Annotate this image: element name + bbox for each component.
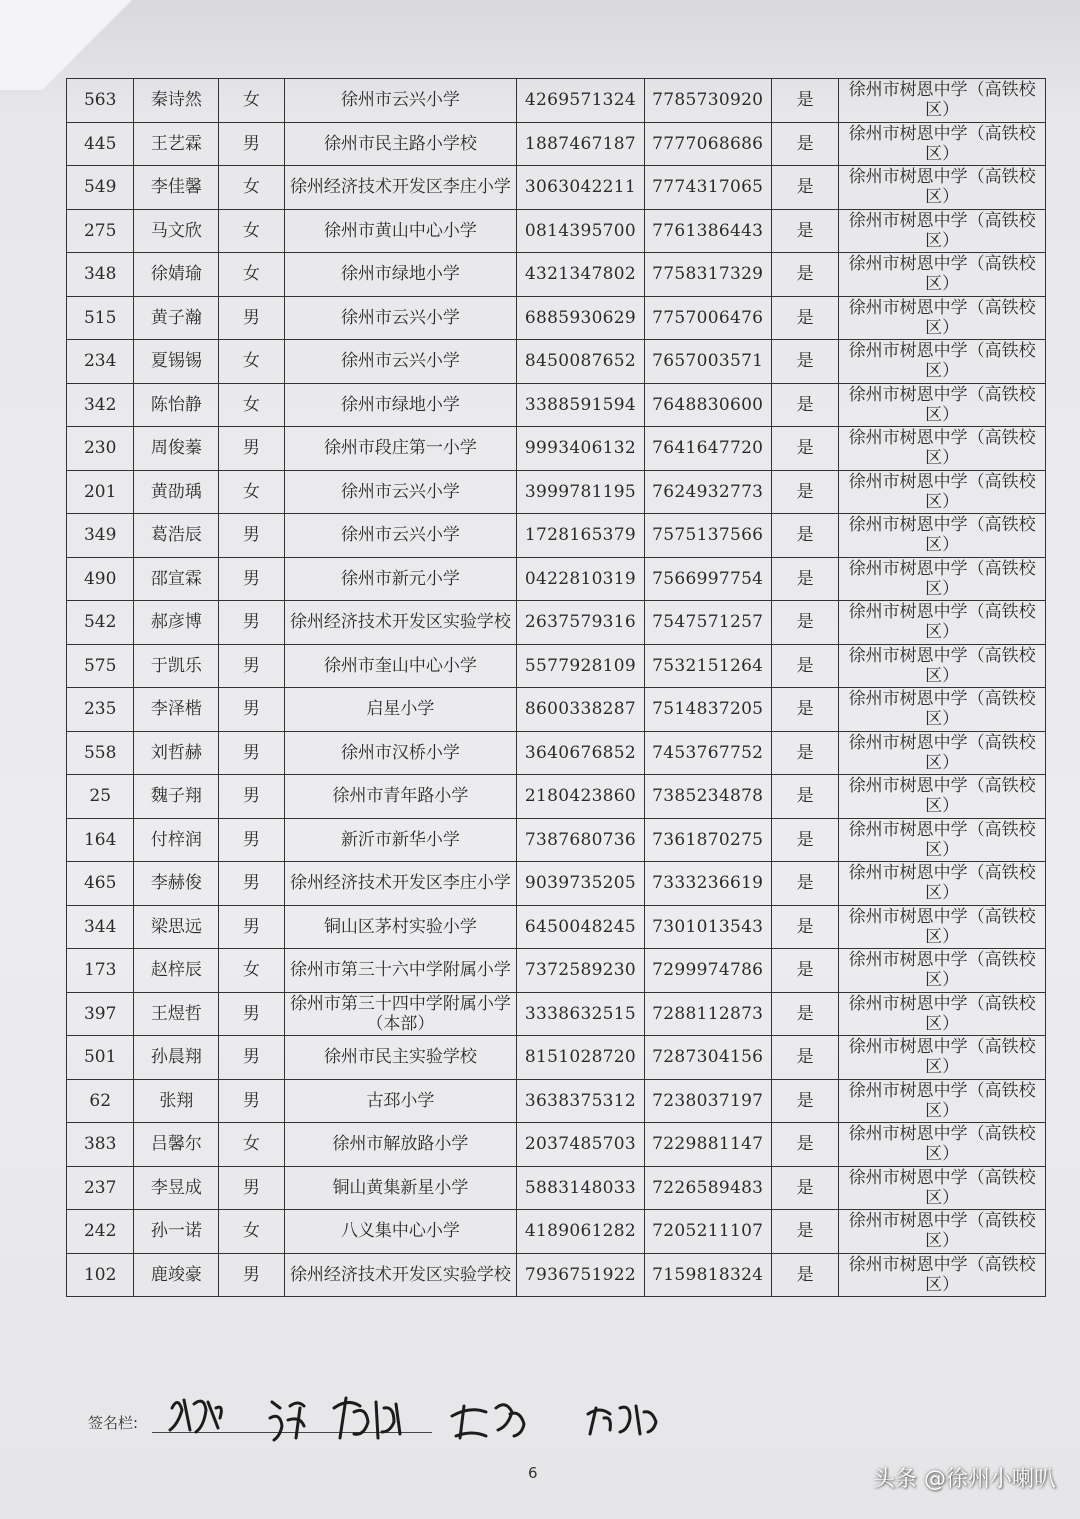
gender-cell: 男 — [219, 1166, 284, 1210]
primary-school-cell: 徐州经济技术开发区实验学校 — [284, 1253, 517, 1297]
id-number-cell: 2037485703 — [517, 1123, 644, 1167]
student-name-cell: 刘哲赫 — [134, 731, 219, 775]
primary-school-cell: 徐州市黄山中心小学 — [284, 209, 517, 253]
assigned-school-cell: 徐州市树恩中学（高铁校区） — [839, 818, 1046, 862]
row-id-cell: 62 — [67, 1079, 134, 1123]
admitted-cell: 是 — [771, 731, 838, 775]
admitted-cell: 是 — [771, 1036, 838, 1080]
student-name-cell: 李泽楷 — [134, 688, 219, 732]
primary-school-cell: 铜山黄集新星小学 — [284, 1166, 517, 1210]
primary-school-cell: 徐州市民主路小学校 — [284, 122, 517, 166]
gender-cell: 男 — [219, 427, 284, 471]
signature-2 — [270, 1402, 304, 1440]
primary-school-cell: 徐州市云兴小学 — [284, 470, 517, 514]
student-name-cell: 赵梓辰 — [134, 949, 219, 993]
admitted-cell: 是 — [771, 688, 838, 732]
row-id-cell: 173 — [67, 949, 134, 993]
row-id-cell: 348 — [67, 253, 134, 297]
row-id-cell: 275 — [67, 209, 134, 253]
primary-school-cell: 启星小学 — [284, 688, 517, 732]
signature-3 — [334, 1398, 400, 1438]
assigned-school-cell: 徐州市树恩中学（高铁校区） — [839, 775, 1046, 819]
student-name-cell: 李佳馨 — [134, 166, 219, 210]
student-name-cell: 李昱成 — [134, 1166, 219, 1210]
score-cell: 7287304156 — [644, 1036, 771, 1080]
id-number-cell: 3063042211 — [517, 166, 644, 210]
primary-school-cell: 徐州市段庄第一小学 — [284, 427, 517, 471]
gender-cell: 女 — [219, 340, 284, 384]
student-name-cell: 周俊蓁 — [134, 427, 219, 471]
row-id-cell: 344 — [67, 905, 134, 949]
score-cell: 7761386443 — [644, 209, 771, 253]
table-row — [67, 1253, 1046, 1297]
row-id-cell: 230 — [67, 427, 134, 471]
student-name-cell: 马文欣 — [134, 209, 219, 253]
signature-label: 签名栏: — [88, 1414, 139, 1432]
gender-cell: 男 — [219, 905, 284, 949]
row-id-cell: 549 — [67, 166, 134, 210]
table-row — [67, 253, 1046, 297]
id-number-cell: 3388591594 — [517, 383, 644, 427]
gender-cell: 男 — [219, 514, 284, 558]
primary-school-cell: 徐州市民主实验学校 — [284, 1036, 517, 1080]
row-id-cell: 342 — [67, 383, 134, 427]
gender-cell: 男 — [219, 1036, 284, 1080]
score-cell: 7757006476 — [644, 296, 771, 340]
assigned-school-cell: 徐州市树恩中学（高铁校区） — [839, 1079, 1046, 1123]
admitted-cell: 是 — [771, 992, 838, 1036]
admitted-cell: 是 — [771, 644, 838, 688]
student-name-cell: 邵宣霖 — [134, 557, 219, 601]
row-id-cell: 563 — [67, 79, 134, 123]
row-id-cell: 349 — [67, 514, 134, 558]
id-number-cell: 0814395700 — [517, 209, 644, 253]
assigned-school-cell: 徐州市树恩中学（高铁校区） — [839, 688, 1046, 732]
gender-cell: 女 — [219, 79, 284, 123]
student-name-cell: 魏子翔 — [134, 775, 219, 819]
gender-cell: 男 — [219, 296, 284, 340]
table-row — [67, 905, 1046, 949]
assigned-school-cell: 徐州市树恩中学（高铁校区） — [839, 340, 1046, 384]
gender-cell: 男 — [219, 862, 284, 906]
table-row — [67, 688, 1046, 732]
gender-cell: 女 — [219, 166, 284, 210]
id-number-cell: 9039735205 — [517, 862, 644, 906]
table-row — [67, 818, 1046, 862]
score-cell: 7514837205 — [644, 688, 771, 732]
admitted-cell: 是 — [771, 1123, 838, 1167]
assigned-school-cell: 徐州市树恩中学（高铁校区） — [839, 166, 1046, 210]
student-name-cell: 陈怡静 — [134, 383, 219, 427]
table-row — [67, 1166, 1046, 1210]
admitted-cell: 是 — [771, 340, 838, 384]
admitted-cell: 是 — [771, 862, 838, 906]
admitted-cell: 是 — [771, 1079, 838, 1123]
assigned-school-cell: 徐州市树恩中学（高铁校区） — [839, 949, 1046, 993]
admitted-cell: 是 — [771, 514, 838, 558]
assigned-school-cell: 徐州市树恩中学（高铁校区） — [839, 862, 1046, 906]
gender-cell: 男 — [219, 601, 284, 645]
table-row — [67, 1210, 1046, 1254]
student-name-cell: 葛浩辰 — [134, 514, 219, 558]
student-name-cell: 张翔 — [134, 1079, 219, 1123]
gender-cell: 男 — [219, 731, 284, 775]
student-name-cell: 孙晨翔 — [134, 1036, 219, 1080]
student-name-cell: 徐婧瑜 — [134, 253, 219, 297]
assigned-school-cell: 徐州市树恩中学（高铁校区） — [839, 122, 1046, 166]
primary-school-cell: 徐州市新元小学 — [284, 557, 517, 601]
assigned-school-cell: 徐州市树恩中学（高铁校区） — [839, 1210, 1046, 1254]
assigned-school-cell: 徐州市树恩中学（高铁校区） — [839, 1166, 1046, 1210]
score-cell: 7159818324 — [644, 1253, 771, 1297]
assigned-school-cell: 徐州市树恩中学（高铁校区） — [839, 514, 1046, 558]
table-row — [67, 1123, 1046, 1167]
admitted-cell: 是 — [771, 949, 838, 993]
score-cell: 7333236619 — [644, 862, 771, 906]
score-cell: 7547571257 — [644, 601, 771, 645]
row-id-cell: 383 — [67, 1123, 134, 1167]
score-cell: 7301013543 — [644, 905, 771, 949]
admitted-cell: 是 — [771, 427, 838, 471]
gender-cell: 男 — [219, 1253, 284, 1297]
primary-school-cell: 徐州市云兴小学 — [284, 514, 517, 558]
assigned-school-cell: 徐州市树恩中学（高铁校区） — [839, 601, 1046, 645]
assigned-school-cell: 徐州市树恩中学（高铁校区） — [839, 1123, 1046, 1167]
student-roster-table — [66, 78, 1046, 1297]
table-row — [67, 383, 1046, 427]
signature-4 — [452, 1405, 524, 1438]
row-id-cell: 237 — [67, 1166, 134, 1210]
row-id-cell: 575 — [67, 644, 134, 688]
student-name-cell: 鹿竣豪 — [134, 1253, 219, 1297]
table-row — [67, 340, 1046, 384]
id-number-cell: 2180423860 — [517, 775, 644, 819]
row-id-cell: 542 — [67, 601, 134, 645]
id-number-cell: 7387680736 — [517, 818, 644, 862]
gender-cell: 男 — [219, 122, 284, 166]
primary-school-cell: 新沂市新华小学 — [284, 818, 517, 862]
assigned-school-cell: 徐州市树恩中学（高铁校区） — [839, 79, 1046, 123]
admitted-cell: 是 — [771, 470, 838, 514]
id-number-cell: 1887467187 — [517, 122, 644, 166]
score-cell: 7288112873 — [644, 992, 771, 1036]
primary-school-cell: 徐州市绿地小学 — [284, 253, 517, 297]
score-cell: 7299974786 — [644, 949, 771, 993]
assigned-school-cell: 徐州市树恩中学（高铁校区） — [839, 253, 1046, 297]
id-number-cell: 3640676852 — [517, 731, 644, 775]
gender-cell: 男 — [219, 775, 284, 819]
gender-cell: 男 — [219, 992, 284, 1036]
score-cell: 7648830600 — [644, 383, 771, 427]
table-row — [67, 1036, 1046, 1080]
id-number-cell: 2637579316 — [517, 601, 644, 645]
table-row — [67, 775, 1046, 819]
gender-cell: 女 — [219, 1210, 284, 1254]
table-row — [67, 862, 1046, 906]
assigned-school-cell: 徐州市树恩中学（高铁校区） — [839, 427, 1046, 471]
row-id-cell: 558 — [67, 731, 134, 775]
assigned-school-cell: 徐州市树恩中学（高铁校区） — [839, 992, 1046, 1036]
score-cell: 7575137566 — [644, 514, 771, 558]
table-row — [67, 470, 1046, 514]
signature-5 — [588, 1406, 656, 1434]
id-number-cell: 4269571324 — [517, 79, 644, 123]
student-name-cell: 付梓润 — [134, 818, 219, 862]
score-cell: 7205211107 — [644, 1210, 771, 1254]
primary-school-cell: 徐州市第三十六中学附属小学 — [284, 949, 517, 993]
score-cell: 7641647720 — [644, 427, 771, 471]
student-name-cell: 王煜哲 — [134, 992, 219, 1036]
score-cell: 7657003571 — [644, 340, 771, 384]
id-number-cell: 1728165379 — [517, 514, 644, 558]
gender-cell: 女 — [219, 1123, 284, 1167]
assigned-school-cell: 徐州市树恩中学（高铁校区） — [839, 731, 1046, 775]
table-row — [67, 209, 1046, 253]
primary-school-cell: 徐州市云兴小学 — [284, 79, 517, 123]
row-id-cell: 501 — [67, 1036, 134, 1080]
id-number-cell: 3999781195 — [517, 470, 644, 514]
score-cell: 7774317065 — [644, 166, 771, 210]
table-row — [67, 601, 1046, 645]
assigned-school-cell: 徐州市树恩中学（高铁校区） — [839, 1253, 1046, 1297]
primary-school-cell: 徐州经济技术开发区实验学校 — [284, 601, 517, 645]
primary-school-cell: 徐州市解放路小学 — [284, 1123, 517, 1167]
primary-school-cell: 古邳小学 — [284, 1079, 517, 1123]
handwritten-signatures — [150, 1378, 710, 1458]
student-name-cell: 秦诗然 — [134, 79, 219, 123]
assigned-school-cell: 徐州市树恩中学（高铁校区） — [839, 209, 1046, 253]
assigned-school-cell: 徐州市树恩中学（高铁校区） — [839, 470, 1046, 514]
student-name-cell: 吕馨尔 — [134, 1123, 219, 1167]
gender-cell: 女 — [219, 949, 284, 993]
gender-cell: 男 — [219, 1079, 284, 1123]
admitted-cell: 是 — [771, 79, 838, 123]
score-cell: 7758317329 — [644, 253, 771, 297]
row-id-cell: 235 — [67, 688, 134, 732]
score-cell: 7238037197 — [644, 1079, 771, 1123]
admitted-cell: 是 — [771, 601, 838, 645]
table-row — [67, 79, 1046, 123]
admitted-cell: 是 — [771, 905, 838, 949]
id-number-cell: 5577928109 — [517, 644, 644, 688]
id-number-cell: 0422810319 — [517, 557, 644, 601]
id-number-cell: 6885930629 — [517, 296, 644, 340]
admitted-cell: 是 — [771, 296, 838, 340]
id-number-cell: 9993406132 — [517, 427, 644, 471]
row-id-cell: 102 — [67, 1253, 134, 1297]
id-number-cell: 4189061282 — [517, 1210, 644, 1254]
score-cell: 7566997754 — [644, 557, 771, 601]
score-cell: 7453767752 — [644, 731, 771, 775]
admitted-cell: 是 — [771, 209, 838, 253]
table-row — [67, 122, 1046, 166]
score-cell: 7777068686 — [644, 122, 771, 166]
page-number: 6 — [528, 1464, 538, 1482]
gender-cell: 男 — [219, 644, 284, 688]
primary-school-cell: 徐州市汉桥小学 — [284, 731, 517, 775]
admitted-cell: 是 — [771, 557, 838, 601]
table-row — [67, 296, 1046, 340]
row-id-cell: 25 — [67, 775, 134, 819]
student-name-cell: 梁思远 — [134, 905, 219, 949]
primary-school-cell: 铜山区茅村实验小学 — [284, 905, 517, 949]
student-name-cell: 黄子瀚 — [134, 296, 219, 340]
primary-school-cell: 徐州经济技术开发区李庄小学 — [284, 862, 517, 906]
id-number-cell: 5883148033 — [517, 1166, 644, 1210]
primary-school-cell: 徐州市奎山中心小学 — [284, 644, 517, 688]
student-name-cell: 于凯乐 — [134, 644, 219, 688]
score-cell: 7532151264 — [644, 644, 771, 688]
id-number-cell: 3638375312 — [517, 1079, 644, 1123]
score-cell: 7785730920 — [644, 79, 771, 123]
primary-school-cell: 徐州市绿地小学 — [284, 383, 517, 427]
table-row — [67, 166, 1046, 210]
id-number-cell: 4321347802 — [517, 253, 644, 297]
admitted-cell: 是 — [771, 1166, 838, 1210]
assigned-school-cell: 徐州市树恩中学（高铁校区） — [839, 296, 1046, 340]
primary-school-cell: 徐州市第三十四中学附属小学（本部） — [284, 992, 517, 1036]
primary-school-cell: 徐州经济技术开发区李庄小学 — [284, 166, 517, 210]
primary-school-cell: 徐州市云兴小学 — [284, 296, 517, 340]
assigned-school-cell: 徐州市树恩中学（高铁校区） — [839, 644, 1046, 688]
id-number-cell: 8600338287 — [517, 688, 644, 732]
paper-fold — [0, 0, 200, 90]
row-id-cell: 515 — [67, 296, 134, 340]
watermark-text: 头条 @徐州小喇叭 — [873, 1467, 1056, 1492]
primary-school-cell: 八义集中心小学 — [284, 1210, 517, 1254]
student-name-cell: 郝彦博 — [134, 601, 219, 645]
assigned-school-cell: 徐州市树恩中学（高铁校区） — [839, 1036, 1046, 1080]
admitted-cell: 是 — [771, 253, 838, 297]
row-id-cell: 465 — [67, 862, 134, 906]
row-id-cell: 201 — [67, 470, 134, 514]
score-cell: 7361870275 — [644, 818, 771, 862]
table-row — [67, 992, 1046, 1036]
score-cell: 7624932773 — [644, 470, 771, 514]
gender-cell: 男 — [219, 557, 284, 601]
row-id-cell: 445 — [67, 122, 134, 166]
row-id-cell: 234 — [67, 340, 134, 384]
row-id-cell: 164 — [67, 818, 134, 862]
score-cell: 7226589483 — [644, 1166, 771, 1210]
table-row — [67, 949, 1046, 993]
table-row — [67, 557, 1046, 601]
id-number-cell: 3338632515 — [517, 992, 644, 1036]
table-row — [67, 1079, 1046, 1123]
id-number-cell: 8450087652 — [517, 340, 644, 384]
gender-cell: 男 — [219, 688, 284, 732]
gender-cell: 女 — [219, 209, 284, 253]
admitted-cell: 是 — [771, 1253, 838, 1297]
row-id-cell: 242 — [67, 1210, 134, 1254]
student-name-cell: 夏锡锡 — [134, 340, 219, 384]
primary-school-cell: 徐州市青年路小学 — [284, 775, 517, 819]
gender-cell: 女 — [219, 383, 284, 427]
assigned-school-cell: 徐州市树恩中学（高铁校区） — [839, 557, 1046, 601]
admitted-cell: 是 — [771, 166, 838, 210]
admitted-cell: 是 — [771, 1210, 838, 1254]
signature-1 — [170, 1400, 221, 1432]
assigned-school-cell: 徐州市树恩中学（高铁校区） — [839, 905, 1046, 949]
student-name-cell: 孙一诺 — [134, 1210, 219, 1254]
row-id-cell: 397 — [67, 992, 134, 1036]
score-cell: 7385234878 — [644, 775, 771, 819]
gender-cell: 男 — [219, 818, 284, 862]
primary-school-cell: 徐州市云兴小学 — [284, 340, 517, 384]
student-name-cell: 黄劭瑀 — [134, 470, 219, 514]
score-cell: 7229881147 — [644, 1123, 771, 1167]
table-row — [67, 644, 1046, 688]
id-number-cell: 7936751922 — [517, 1253, 644, 1297]
table-row — [67, 514, 1046, 558]
student-name-cell: 李赫俊 — [134, 862, 219, 906]
roster-body — [67, 79, 1046, 1297]
student-name-cell: 王艺霖 — [134, 122, 219, 166]
table-row — [67, 427, 1046, 471]
row-id-cell: 490 — [67, 557, 134, 601]
gender-cell: 女 — [219, 253, 284, 297]
table-row — [67, 731, 1046, 775]
admitted-cell: 是 — [771, 818, 838, 862]
id-number-cell: 6450048245 — [517, 905, 644, 949]
gender-cell: 女 — [219, 470, 284, 514]
id-number-cell: 7372589230 — [517, 949, 644, 993]
assigned-school-cell: 徐州市树恩中学（高铁校区） — [839, 383, 1046, 427]
admitted-cell: 是 — [771, 775, 838, 819]
admitted-cell: 是 — [771, 122, 838, 166]
admitted-cell: 是 — [771, 383, 838, 427]
id-number-cell: 8151028720 — [517, 1036, 644, 1080]
